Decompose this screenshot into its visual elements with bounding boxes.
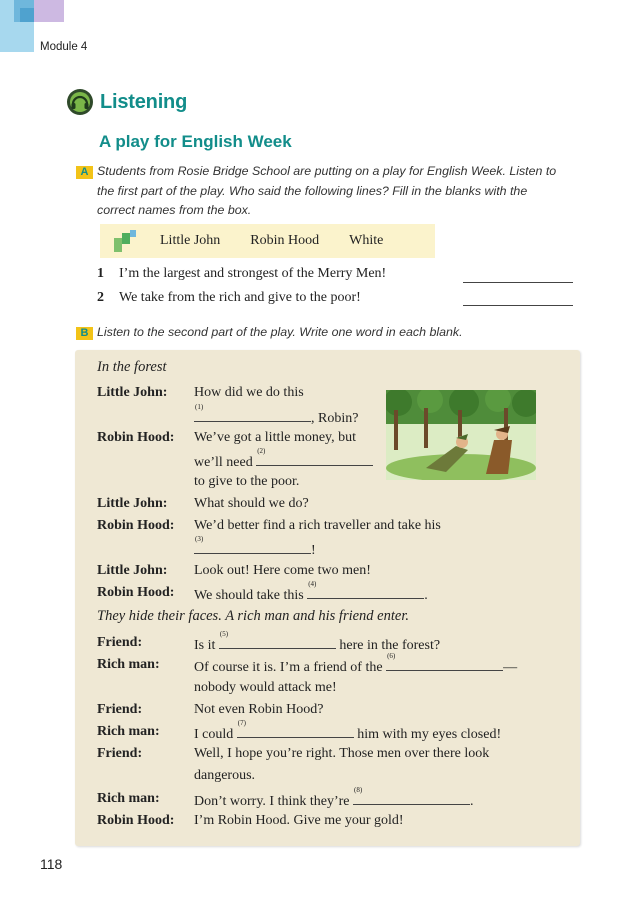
dialogue-line [194,580,428,604]
speaker-label: Robin Hood: [97,518,175,533]
name-option: White [349,233,384,248]
dialogue-line: How did we do this [194,385,304,400]
name-option: Little John [160,233,221,248]
dialogue-line: Not even Robin Hood? [194,702,324,717]
dialogue-line: to give to the poor. [194,474,300,489]
answer-blank-8[interactable] [353,786,470,805]
name-option: Robin Hood [250,233,320,248]
page-number: 118 [40,856,63,872]
answer-line-1[interactable] [463,282,573,283]
dialogue-line: Look out! Here come two men! [194,563,371,578]
speaker-label: Rich man: [97,724,160,739]
section-title: Listening [100,90,188,113]
question-text: We take from the rich and give to the poor! [119,290,361,305]
dialogue-text: I could [194,727,234,742]
dialogue-line: We’d better find a rich traveller and take his [194,518,441,533]
page-subtitle: A play for English Week [99,132,292,151]
answer-blank-4[interactable] [307,580,424,599]
part-a-tag: A [76,166,93,179]
box-decoration-icon [114,230,138,252]
question-2 [97,290,361,306]
dialogue-line: dangerous. [194,768,256,783]
headphones-icon [66,88,94,116]
dialogue-line [194,447,373,471]
answer-blank-7[interactable] [237,719,354,738]
dialogue-line [194,403,359,427]
blank-number: (3) [195,535,204,543]
answer-blank-3[interactable] [194,535,311,554]
dialogue-line: We’ve got a little money, but [194,430,357,445]
instruction-line: correct names from the box. [97,203,252,217]
dialogue-text: . [424,588,428,603]
speaker-label: Robin Hood: [97,430,175,445]
dialogue-text: . [470,794,474,809]
part-b-tag: B [76,327,93,340]
question-number: 2 [97,290,104,305]
speaker-label: Little John: [97,563,168,578]
blank-number: (1) [195,403,204,411]
speaker-label: Friend: [97,746,143,761]
question-1 [97,266,386,282]
dialogue-line [194,719,502,743]
dialogue-text: — [503,660,518,675]
dialogue-text: , Robin? [311,411,359,426]
speaker-label: Little John: [97,385,168,400]
instruction-line: Students from Rosie Bridge School are putting on a play for English Week. Listen to [97,164,557,178]
answer-blank-2[interactable] [256,447,373,466]
answer-blank-5[interactable] [219,630,336,649]
dialogue-line [194,630,441,654]
speaker-label: Friend: [97,635,143,650]
module-label: Module 4 [40,41,88,53]
part-b-instruction: Listen to the second part of the play. Write one word in each blank. [97,325,463,339]
dialogue-text: Is it [194,638,216,653]
blank-number: (6) [387,652,396,660]
answer-blank-1[interactable] [194,403,311,422]
speaker-label: Robin Hood: [97,585,175,600]
dialogue-line [194,786,474,810]
dialogue-text: him with my eyes closed! [357,727,502,742]
speaker-label: Little John: [97,496,168,511]
dialogue-text: ! [311,543,316,558]
blank-number: (5) [219,630,229,638]
part-a-instruction [97,162,556,221]
dialogue-text: Of course it is. I’m a friend of the [194,660,383,675]
answer-blank-6[interactable] [386,652,503,671]
blank-number: (2) [257,447,266,455]
dialogue-text: We should take this [194,588,304,603]
dialogue-line [194,535,316,559]
blank-number: (7) [237,719,246,727]
speaker-label: Robin Hood: [97,813,175,828]
dialogue-text: Don’t worry. I think they’re [194,794,350,809]
speaker-label: Friend: [97,702,143,717]
dialogue-text: here in the forest? [339,638,441,653]
question-text: I’m the largest and strongest of the Merry Men! [119,266,387,281]
section-heading [66,88,187,116]
blank-number: (8) [354,786,363,794]
blank-number: (4) [308,580,317,588]
dialogue-text: we’ll need [194,455,253,470]
answer-line-2[interactable] [463,305,573,306]
dialogue-line: Well, I hope you’re right. Those men over there look [194,746,490,761]
stage-direction: In the forest [97,359,167,375]
forest-illustration [386,390,536,480]
instruction-line: the first part of the play. Who said the following lines? Fill in the blanks with the [97,183,528,198]
dialogue-line: nobody would attack me! [194,680,337,695]
dialogue-line: I’m Robin Hood. Give me your gold! [194,813,404,828]
dialogue-line [194,652,518,676]
stage-direction: They hide their faces. A rich man and his friend enter. [97,608,409,624]
speaker-label: Rich man: [97,657,160,672]
name-list [160,233,383,249]
speaker-label: Rich man: [97,791,160,806]
question-number: 1 [97,266,104,281]
dialogue-line: What should we do? [194,496,309,511]
